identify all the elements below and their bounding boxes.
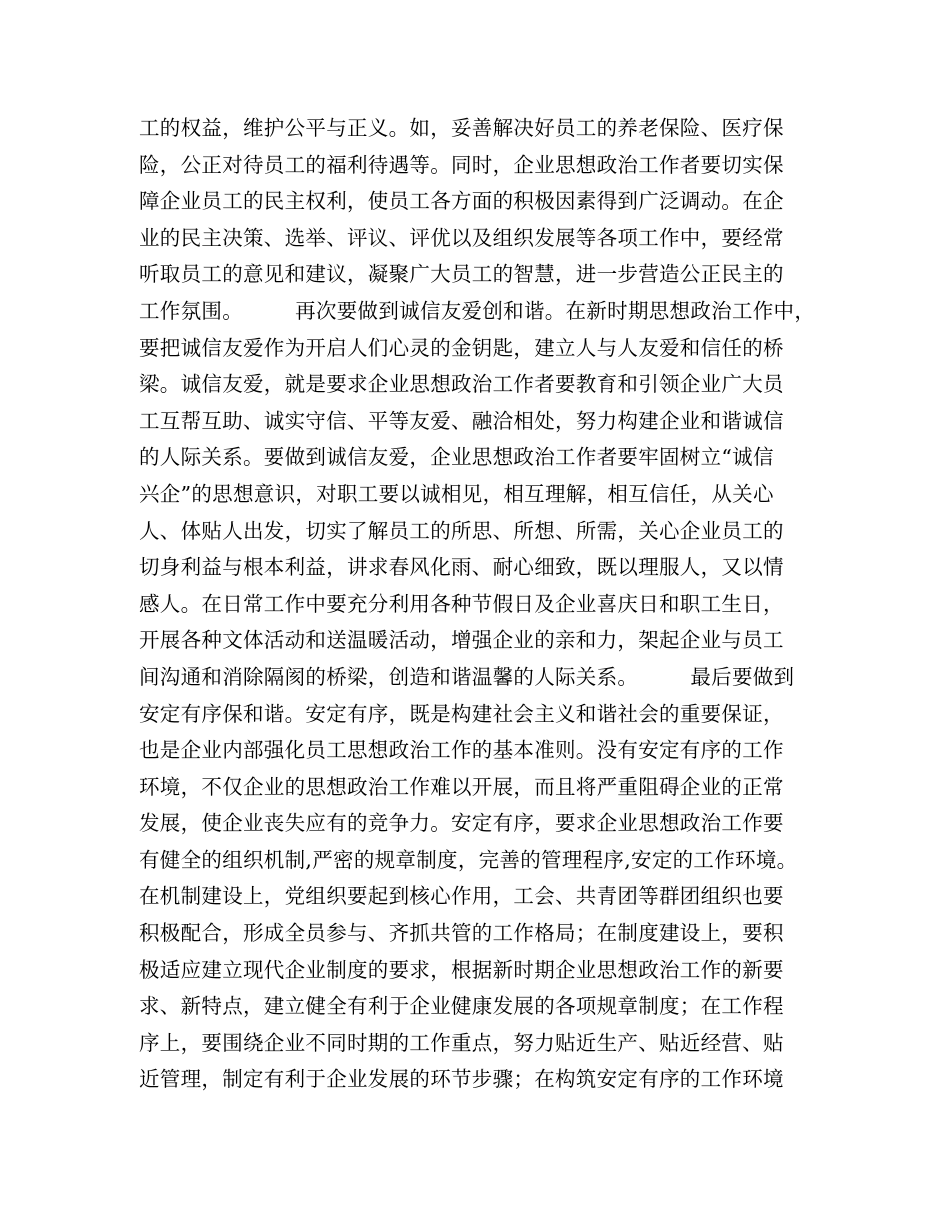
text-line: 环境，不仅企业的思想政治工作难以开展，而且将严重阻碍企业的正常 bbox=[139, 774, 784, 799]
text-line: 极适应建立现代企业制度的要求，根据新时期企业思想政治工作的新要 bbox=[139, 957, 784, 982]
text-line: 要把诚信友爱作为开启人们心灵的金钥匙，建立人与人友爱和信任的桥 bbox=[139, 335, 784, 360]
text-line: 梁。诚信友爱，就是要求企业思想政治工作者要教育和引领企业广大员 bbox=[139, 372, 784, 397]
text-line: 工作氛围。 再次要做到诚信友爱创和谐。在新时期思想政治工作中， bbox=[139, 298, 816, 323]
text-line: 障企业员工的民主权利，使员工各方面的积极因素得到广泛调动。在企 bbox=[139, 189, 784, 214]
text-line: 人、体贴人出发，切实了解员工的所思、所想、所需，关心企业员工的 bbox=[139, 518, 784, 543]
text-line: 发展，使企业丧失应有的竞争力。安定有序，要求企业思想政治工作要 bbox=[139, 811, 784, 836]
text-line: 业的民主决策、选举、评议、评优以及组织发展等各项工作中，要经常 bbox=[139, 225, 784, 250]
text-line: 听取员工的意见和建议，凝聚广大员工的智慧，进一步营造公正民主的 bbox=[139, 262, 784, 287]
text-line: 积极配合，形成全员参与、齐抓共管的工作格局；在制度建设上，要积 bbox=[139, 921, 784, 946]
text-line: 在机制建设上，党组织要起到核心作用，工会、共青团等群团组织也要 bbox=[139, 884, 784, 909]
text-line: 开展各种文体活动和送温暖活动，增强企业的亲和力，架起企业与员工 bbox=[139, 628, 784, 653]
text-line: 也是企业内部强化员工思想政治工作的基本准则。没有安定有序的工作 bbox=[139, 738, 784, 763]
text-line: 序上，要围绕企业不同时期的工作重点，努力贴近生产、贴近经营、贴 bbox=[139, 1030, 784, 1055]
text-line: 工互帮互助、诚实守信、平等友爱、融洽相处，努力构建企业和谐诚信 bbox=[139, 408, 784, 433]
text-line: 有健全的组织机制,严密的规章制度，完善的管理程序,安定的工作环境。 bbox=[139, 847, 798, 872]
text-line: 工的权益，维护公平与正义。如，妥善解决好员工的养老保险、医疗保 bbox=[139, 116, 784, 140]
text-line: 求、新特点，建立健全有利于企业健康发展的各项规章制度；在工作程 bbox=[139, 994, 784, 1019]
text-line: 的人际关系。要做到诚信友爱，企业思想政治工作者要牢固树立“诚信 bbox=[139, 445, 774, 470]
text-line: 安定有序保和谐。安定有序，既是构建社会主义和谐社会的重要保证， bbox=[139, 701, 784, 726]
text-line: 感人。在日常工作中要充分利用各种节假日及企业喜庆日和职工生日， bbox=[139, 591, 784, 616]
text-line: 近管理，制定有利于企业发展的环节步骤；在构筑安定有序的工作环境 bbox=[139, 1067, 784, 1092]
text-line: 险，公正对待员工的福利待遇等。同时，企业思想政治工作者要切实保 bbox=[139, 152, 784, 177]
text-line: 兴企”的思想意识，对职工要以诚相见，相互理解，相互信任，从关心 bbox=[139, 481, 774, 506]
text-line: 间沟通和消除隔阂的桥梁，创造和谐温馨的人际关系。 最后要做到 bbox=[139, 664, 795, 689]
text-line: 切身利益与根本利益，讲求春风化雨、耐心细致，既以理服人，又以情 bbox=[139, 555, 784, 580]
body-text bbox=[139, 110, 829, 1098]
